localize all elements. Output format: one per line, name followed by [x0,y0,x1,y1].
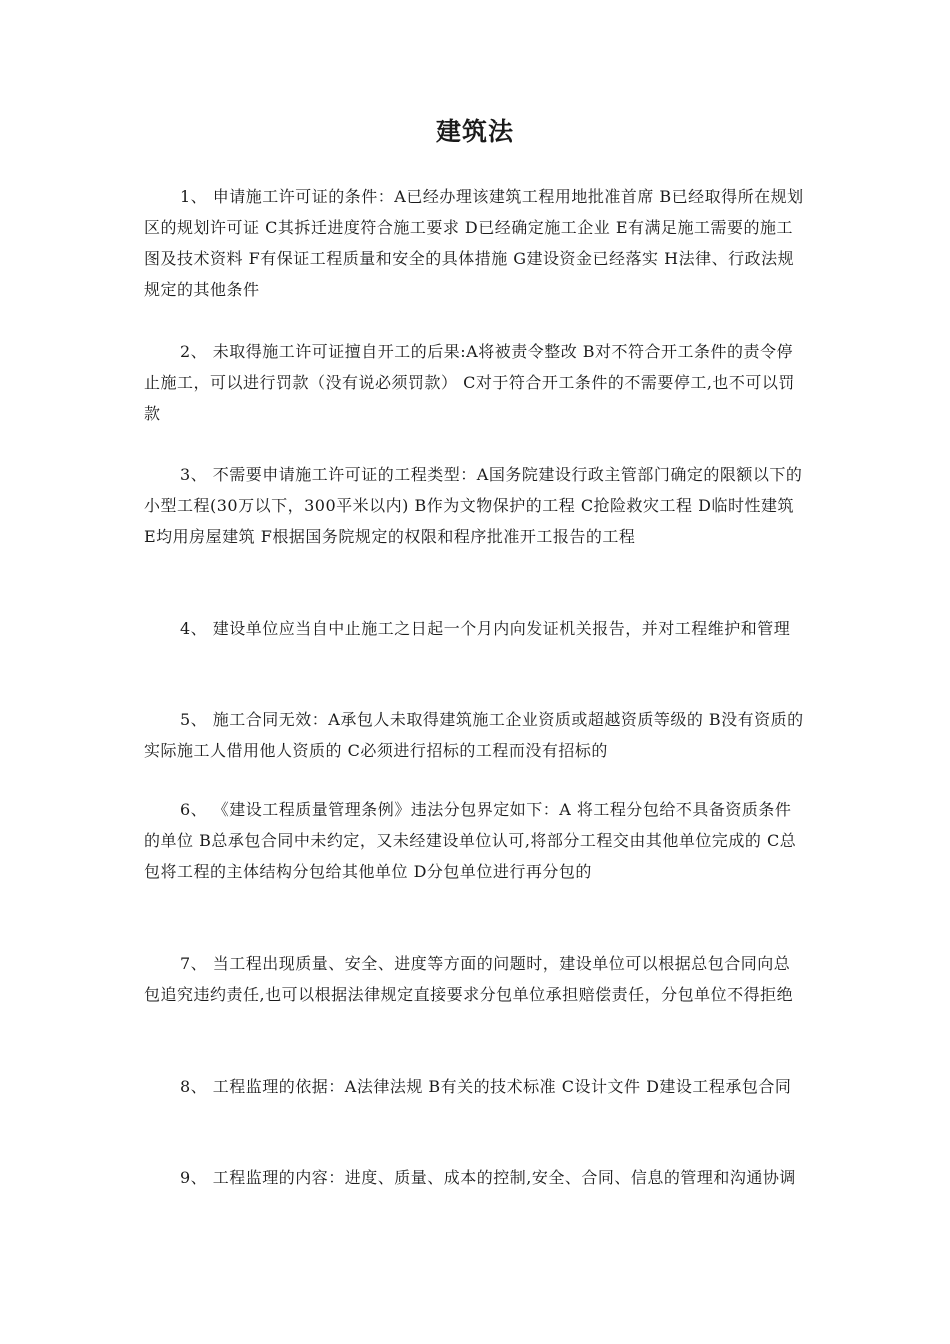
paragraph-item-3: 3、 不需要申请施工许可证的工程类型：A国务院建设行政主管部门确定的限额以下的小型工程(30万以下，300平米以内) B作为文物保护的工程 C抢险救灾工程 D临时性建筑 E均用房屋建筑 F根据国务院规定的权限和程序批准开工报告的工程 [144,465,803,546]
paragraph-item-8: 8、 工程监理的依据：A法律法规 B有关的技术标准 C设计文件 D建设工程承包合同 [180,1077,792,1096]
paragraph-item-7: 7、 当工程出现质量、安全、进度等方面的问题时，建设单位可以根据总包合同向总包追究违约责任,也可以根据法律规定直接要求分包单位承担赔偿责任，分包单位不得拒绝 [144,954,794,1004]
paragraph-item-6: 6、 《建设工程质量管理条例》违法分包界定如下：A 将工程分包给不具备资质条件的单位 B总承包合同中未约定，又未经建设单位认可,将部分工程交由其他单位完成的 C总包将工程的主体结构分包给其他单位 D分包单位进行再分包的 [144,800,797,881]
paragraph-item-2: 2、 未取得施工许可证擅自开工的后果:A将被责令整改 B对不符合开工条件的责令停止施工，可以进行罚款（没有说必须罚款） C对于符合开工条件的不需要停工,也不可以罚款 [144,342,795,423]
document-title: 建筑法 [435,117,514,146]
paragraph-item-1: 1、 申请施工许可证的条件：A已经办理该建筑工程用地批准首席 B已经取得所在规划区的规划许可证 C其拆迁进度符合施工要求 D已经确定施工企业 E有满足施工需要的施工图及技术资料 F有保证工程质量和安全的具体措施 G建设资金已经落实 H法律、行政法规规定的其他条件 [144,187,804,299]
paragraph-item-9: 9、 工程监理的内容：进度、质量、成本的控制,安全、合同、信息的管理和沟通协调 [180,1168,796,1187]
paragraph-item-5: 5、 施工合同无效：A承包人未取得建筑施工企业资质或超越资质等级的 B没有资质的实际施工人借用他人资质的 C必须进行招标的工程而没有招标的 [144,710,804,760]
paragraph-item-4: 4、 建设单位应当自中止施工之日起一个月内向发证机关报告，并对工程维护和管理 [180,619,791,638]
